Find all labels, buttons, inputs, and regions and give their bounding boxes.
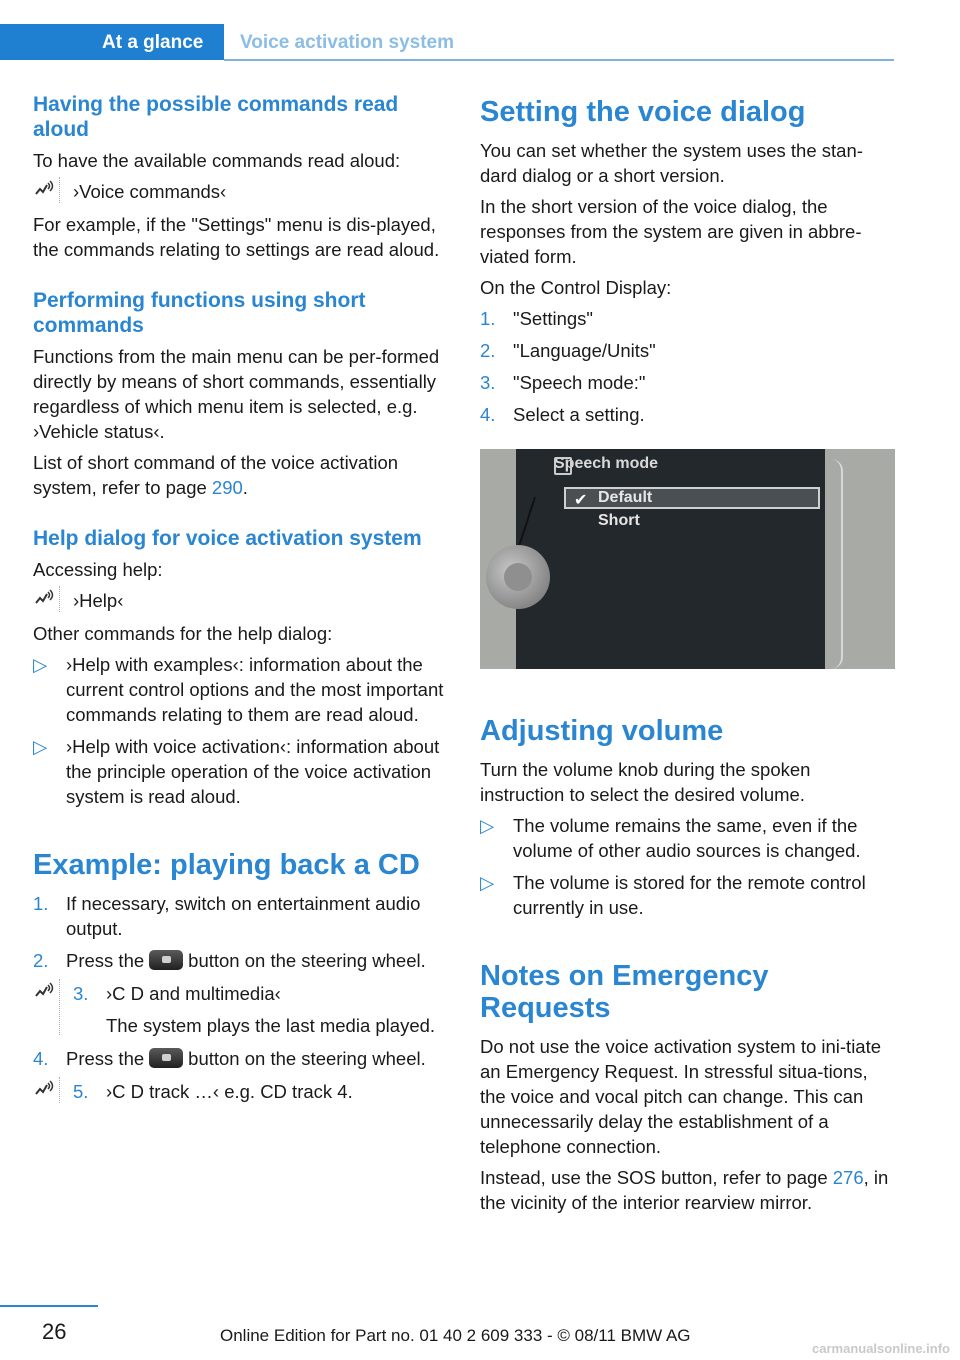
bullet-arrow-icon: ▷	[480, 815, 495, 836]
help-other-commands: Other commands for the help dialog:	[33, 623, 333, 644]
voice-command-icon	[33, 1077, 60, 1103]
list-item: ▷ The volume remains the same, even if the volume of other audio sources is changed.	[480, 815, 861, 861]
short-commands-text: Functions from the main menu can be per-formed directly by means of short commands, essentially regardless of which menu item is selected, e.g. ›Vehicle status‹.	[33, 346, 440, 442]
settings-menu-icon	[554, 457, 572, 475]
list-item: 3. "Speech mode:"	[480, 372, 646, 393]
list-item: 4. Press the button on the steering wheel.	[33, 1048, 426, 1069]
help-intro: Accessing help:	[33, 559, 163, 580]
cd-steps	[33, 891, 449, 973]
read-aloud-intro: To have the available commands read aloud:	[33, 150, 401, 171]
chapter-title: At a glance	[102, 32, 204, 53]
left-column	[33, 92, 449, 1112]
volume-bullets	[480, 813, 896, 920]
header-rule	[224, 59, 894, 61]
control-display-screenshot	[480, 449, 895, 669]
list-item: 2. "Language/Units"	[480, 340, 656, 361]
list-item: 1. "Settings"	[480, 308, 593, 329]
help-bullets	[33, 652, 449, 809]
emergency-p2: Instead, use the SOS button, refer to page 276, in the vicinity of the interior rearview mirror.	[480, 1167, 889, 1213]
list-item: 1. If necessary, switch on entertainment audio output.	[33, 893, 421, 939]
voice-command-icon	[33, 177, 60, 203]
display-scroll-arc	[831, 459, 843, 669]
dialog-p3: On the Control Display:	[480, 277, 672, 298]
emergency-p1: Do not use the voice activation system to ini-tiate an Emergency Request. In stressful situa-tions, the voice and vocal pitch can change. This can unnecessarily delay the establishment of a telephone connection.	[480, 1036, 882, 1157]
list-item: ▷ The volume is stored for the remote control currently in use.	[480, 872, 866, 918]
heading-playing-cd: Example: playing back a CD	[33, 849, 420, 881]
heading-short-commands: Performing functions using short commands	[33, 289, 366, 337]
checkmark-icon: ✔	[574, 492, 588, 509]
bullet-arrow-icon: ▷	[33, 654, 48, 675]
display-title: Speech mode	[530, 455, 825, 477]
list-item: 2. Press the button on the steering wheel.	[33, 950, 426, 971]
volume-text: Turn the volume knob during the spoken instruction to select the desired volume.	[480, 759, 811, 805]
heading-adjusting-volume: Adjusting volume	[480, 715, 724, 747]
section-title: Voice activation system	[240, 32, 455, 53]
voice-command-icon	[33, 979, 60, 1035]
option-default: ✔ Default	[564, 487, 820, 509]
watermark: carmanualsonline.info	[812, 1341, 950, 1356]
display-panel	[516, 449, 825, 669]
voice-command-icon	[33, 586, 60, 612]
voice-command-cd-track: 5. ›C D track …‹ e.g. CD track 4.	[33, 1079, 449, 1104]
list-item: ▷ ›Help with voice activation‹: information about the principle operation of the voice activation system is read aloud.	[33, 736, 440, 807]
step-note: The system plays the last media played.	[106, 1015, 436, 1036]
edition-note: Online Edition for Part no. 01 40 2 609 333 - © 08/11 BMW AG	[220, 1326, 691, 1345]
heading-help-dialog: Help dialog for voice activation system	[33, 527, 422, 550]
footer-rule	[0, 1305, 98, 1307]
short-commands-reference: List of short command of the voice activation system, refer to page 290.	[33, 452, 399, 498]
voice-command-voice-commands: ›Voice commands‹	[33, 179, 449, 204]
heading-read-aloud: Having the possible commands read aloud	[33, 93, 399, 141]
dialog-p1: You can set whether the system uses the stan-dard dialog or a short version.	[480, 140, 863, 186]
controller-knob-icon	[486, 545, 550, 609]
right-column	[480, 96, 896, 1221]
dialog-p2: In the short version of the voice dialog, the responses from the system are given in abbre-viated form.	[480, 196, 862, 267]
option-short: Short	[598, 512, 640, 529]
steering-wheel-voice-button-icon	[149, 950, 183, 970]
page-number: 26	[42, 1319, 67, 1344]
cd-steps-continued	[33, 1046, 449, 1071]
list-item: 4. Select a setting.	[480, 404, 645, 425]
heading-voice-dialog: Setting the voice dialog	[480, 96, 806, 128]
page-link-290[interactable]: 290	[211, 477, 243, 498]
heading-emergency-requests: Notes on Emergency Requests	[480, 960, 769, 1024]
page-link-276[interactable]: 276	[832, 1167, 864, 1188]
voice-command-help: ›Help‹	[33, 588, 449, 613]
read-aloud-text: For example, if the "Settings" menu is dis-played, the commands relating to settings are read aloud.	[33, 214, 440, 260]
steering-wheel-voice-button-icon	[149, 1048, 183, 1068]
dialog-steps	[480, 306, 896, 427]
list-item: ▷ ›Help with examples‹: information about the current control options and the most important commands relating to them are read aloud.	[33, 654, 444, 725]
bullet-arrow-icon: ▷	[480, 872, 495, 893]
bullet-arrow-icon: ▷	[33, 736, 48, 757]
voice-command-cd-multimedia: 3. ›C D and multimedia‹ The system plays the last media played.	[33, 981, 449, 1038]
